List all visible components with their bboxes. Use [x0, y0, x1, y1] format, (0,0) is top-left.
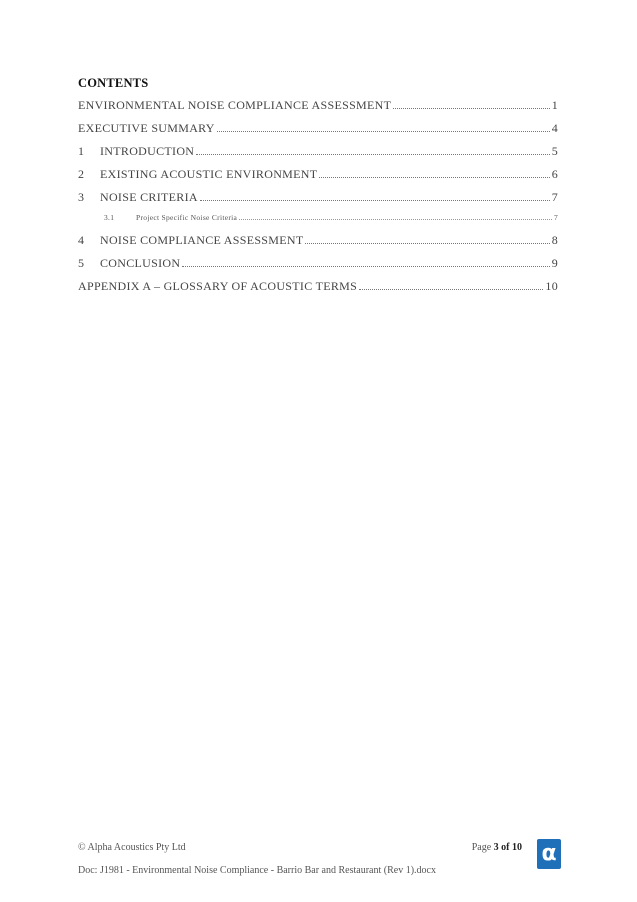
toc-entry[interactable] — [78, 190, 558, 213]
toc-entry-page: 7 — [553, 213, 558, 222]
toc-entry-number: 4 — [78, 233, 85, 247]
toc-entry-label: NOISE CRITERIA — [100, 190, 198, 204]
page-indicator: Page 3 of 10 — [471, 842, 522, 853]
toc-entry[interactable] — [78, 144, 558, 167]
toc-entry[interactable] — [78, 256, 558, 279]
toc-entry-label: ENVIRONMENTAL NOISE COMPLIANCE ASSESSMENT — [78, 98, 392, 112]
toc-entry[interactable] — [78, 213, 558, 233]
toc-leader-dots — [196, 154, 549, 155]
toc-entry-page: 10 — [545, 279, 558, 293]
toc-entry[interactable] — [78, 167, 558, 190]
toc-entry[interactable] — [78, 98, 558, 121]
toc-entry[interactable] — [78, 279, 558, 302]
toc-entry-page: 9 — [551, 256, 558, 270]
footer-line-1 — [78, 842, 522, 853]
toc-leader-dots — [319, 177, 549, 178]
toc-entry-label: NOISE COMPLIANCE ASSESSMENT — [100, 233, 304, 247]
toc-leader-dots — [239, 219, 552, 220]
toc-leader-dots — [305, 243, 549, 244]
toc-entry-number: 2 — [78, 167, 85, 181]
toc-entry-page: 4 — [551, 121, 558, 135]
page-current: 3 — [493, 842, 499, 853]
toc-entry-page: 5 — [551, 144, 558, 158]
document-reference: Doc: J1981 - Environmental Noise Compliance - Barrio Bar and Restaurant (Rev 1).docx — [78, 865, 436, 876]
toc-leader-dots — [393, 108, 549, 109]
toc-entry-label: INTRODUCTION — [100, 144, 195, 158]
toc-entry-number: 5 — [78, 256, 85, 270]
toc-entry-label: APPENDIX A – GLOSSARY OF ACOUSTIC TERMS — [78, 279, 358, 293]
toc-entry-number: 3.1 — [104, 213, 115, 222]
toc-entry-page: 1 — [551, 98, 558, 112]
alpha-logo-icon: α — [537, 839, 561, 869]
toc-entry-page: 7 — [551, 190, 558, 204]
toc-leader-dots — [217, 131, 550, 132]
toc-leader-dots — [359, 289, 543, 290]
toc-entry-label: EXECUTIVE SUMMARY — [78, 121, 215, 135]
toc-leader-dots — [200, 200, 550, 201]
copyright-text: © Alpha Acoustics Pty Ltd — [78, 842, 186, 853]
toc-entry-label: Project Specific Noise Criteria — [136, 213, 238, 222]
page-total: 10 — [512, 842, 522, 853]
toc-entry-label: CONCLUSION — [100, 256, 181, 270]
toc-entry-page: 8 — [551, 233, 558, 247]
toc-entry-number: 3 — [78, 190, 85, 204]
toc-entry[interactable] — [78, 121, 558, 144]
contents-heading: CONTENTS — [78, 76, 149, 90]
toc-entry[interactable] — [78, 233, 558, 256]
toc-entry-page: 6 — [551, 167, 558, 181]
toc-entry-label: EXISTING ACOUSTIC ENVIRONMENT — [100, 167, 318, 181]
table-of-contents — [78, 98, 558, 302]
toc-entry-number: 1 — [78, 144, 85, 158]
toc-leader-dots — [182, 266, 549, 267]
